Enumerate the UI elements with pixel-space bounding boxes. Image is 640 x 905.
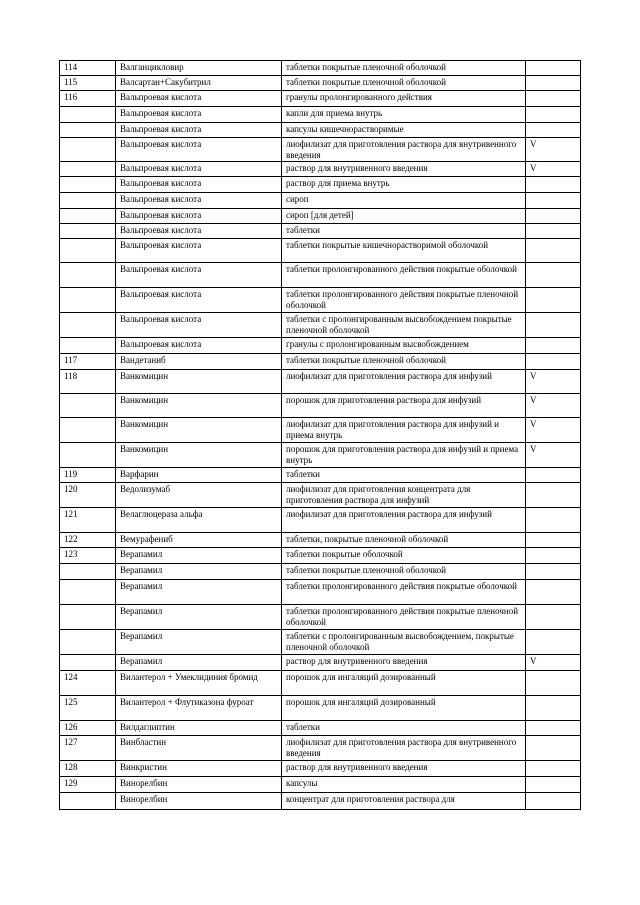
dosage-form-cell: сироп [для детей] — [282, 209, 526, 224]
row-number-cell — [60, 443, 116, 468]
drug-name-cell: Вилантерол + Умеклидиния бромид — [116, 671, 282, 696]
drug-name-cell: Вальпроевая кислота — [116, 162, 282, 177]
vital-mark-cell — [526, 209, 581, 224]
vital-mark-cell — [526, 580, 581, 605]
table-row — [60, 468, 581, 483]
dosage-form-cell: таблетки, покрытые пленочной оболочкой — [282, 533, 526, 548]
row-number-cell — [60, 193, 116, 209]
vital-mark-cell — [526, 630, 581, 655]
table-row — [60, 777, 581, 793]
vital-mark-cell — [526, 605, 581, 630]
row-number-cell: 122 — [60, 533, 116, 548]
dosage-form-cell: таблетки с пролонгированным высвобождением, покрытые пленочной оболочкой — [282, 630, 526, 655]
table-row — [60, 354, 581, 370]
dosage-form-cell: лиофилизат для приготовления раствора для инфузий — [282, 508, 526, 533]
row-number-cell: 114 — [60, 61, 116, 76]
dosage-form-cell: таблетки пролонгированного действия покрытые пленочной оболочкой — [282, 605, 526, 630]
drug-name-cell: Винкристин — [116, 761, 282, 777]
row-number-cell: 126 — [60, 721, 116, 736]
vital-mark-cell — [526, 239, 581, 263]
vital-mark-cell: V — [526, 418, 581, 443]
table-row — [60, 193, 581, 209]
drug-name-cell: Вальпроевая кислота — [116, 138, 282, 162]
dosage-form-cell: порошок для ингаляций дозированный — [282, 671, 526, 696]
vital-mark-cell — [526, 777, 581, 793]
drug-name-cell: Вальпроевая кислота — [116, 107, 282, 123]
drug-name-cell: Вальпроевая кислота — [116, 313, 282, 338]
vital-mark-cell: V — [526, 370, 581, 394]
dosage-form-cell: таблетки пролонгированного действия покрытые оболочкой — [282, 580, 526, 605]
drug-name-cell: Верапамил — [116, 655, 282, 671]
drug-name-cell: Вальпроевая кислота — [116, 239, 282, 263]
table-row — [60, 721, 581, 736]
table-row — [60, 793, 581, 810]
vital-mark-cell — [526, 721, 581, 736]
table-body — [60, 61, 581, 810]
dosage-form-cell: таблетки покрытые пленочной оболочкой — [282, 354, 526, 370]
row-number-cell — [60, 288, 116, 313]
row-number-cell: 115 — [60, 76, 116, 91]
vital-mark-cell — [526, 107, 581, 123]
drug-name-cell: Вандетаниб — [116, 354, 282, 370]
table-row — [60, 239, 581, 263]
row-number-cell — [60, 564, 116, 580]
drug-name-cell: Вальпроевая кислота — [116, 193, 282, 209]
dosage-form-cell: раствор для внутривенного введения — [282, 162, 526, 177]
table-row — [60, 394, 581, 418]
drug-name-cell: Валсартан+Сакубитрил — [116, 76, 282, 91]
table-row — [60, 288, 581, 313]
row-number-cell — [60, 605, 116, 630]
row-number-cell: 128 — [60, 761, 116, 777]
dosage-form-cell: раствор для внутривенного введения — [282, 655, 526, 671]
row-number-cell: 117 — [60, 354, 116, 370]
drug-name-cell: Ведолизумаб — [116, 483, 282, 508]
vital-mark-cell — [526, 564, 581, 580]
row-number-cell — [60, 580, 116, 605]
row-number-cell — [60, 138, 116, 162]
dosage-form-cell: таблетки — [282, 721, 526, 736]
table-row — [60, 177, 581, 193]
table-row — [60, 564, 581, 580]
vital-mark-cell — [526, 508, 581, 533]
row-number-cell — [60, 338, 116, 354]
row-number-cell — [60, 655, 116, 671]
vital-mark-cell — [526, 91, 581, 107]
dosage-form-cell: гранулы пролонгированного действия — [282, 91, 526, 107]
table-row — [60, 209, 581, 224]
row-number-cell: 129 — [60, 777, 116, 793]
row-number-cell — [60, 313, 116, 338]
vital-mark-cell — [526, 468, 581, 483]
table-row — [60, 736, 581, 761]
vital-mark-cell — [526, 483, 581, 508]
vital-mark-cell — [526, 761, 581, 777]
drug-name-cell: Ванкомицин — [116, 418, 282, 443]
row-number-cell: 116 — [60, 91, 116, 107]
vital-mark-cell — [526, 671, 581, 696]
drug-name-cell: Валганцикловир — [116, 61, 282, 76]
row-number-cell: 120 — [60, 483, 116, 508]
vital-mark-cell — [526, 177, 581, 193]
drug-name-cell: Велаглюцераза альфа — [116, 508, 282, 533]
dosage-form-cell: лиофилизат для приготовления раствора для инфузий — [282, 370, 526, 394]
drug-name-cell: Вемурафениб — [116, 533, 282, 548]
row-number-cell: 121 — [60, 508, 116, 533]
dosage-form-cell: капсулы — [282, 777, 526, 793]
vital-mark-cell — [526, 696, 581, 721]
table-row — [60, 123, 581, 138]
vital-mark-cell — [526, 736, 581, 761]
row-number-cell: 118 — [60, 370, 116, 394]
table-row — [60, 483, 581, 508]
vital-mark-cell: V — [526, 655, 581, 671]
dosage-form-cell: таблетки покрытые пленочной оболочкой — [282, 564, 526, 580]
vital-mark-cell — [526, 76, 581, 91]
row-number-cell — [60, 793, 116, 810]
dosage-form-cell: лиофилизат для приготовления раствора для инфузий и приема внутрь — [282, 418, 526, 443]
row-number-cell: 119 — [60, 468, 116, 483]
dosage-form-cell: таблетки пролонгированного действия покрытые оболочкой — [282, 263, 526, 288]
vital-mark-cell: V — [526, 394, 581, 418]
vital-mark-cell: V — [526, 138, 581, 162]
dosage-form-cell: таблетки покрытые пленочной оболочкой — [282, 76, 526, 91]
row-number-cell — [60, 394, 116, 418]
table-row — [60, 696, 581, 721]
table-row — [60, 671, 581, 696]
table-row — [60, 61, 581, 76]
dosage-form-cell: лиофилизат для приготовления раствора для внутривенного введения — [282, 736, 526, 761]
table-row — [60, 533, 581, 548]
dosage-form-cell: капсулы кишечнорастворимые — [282, 123, 526, 138]
row-number-cell: 127 — [60, 736, 116, 761]
drug-name-cell: Вальпроевая кислота — [116, 123, 282, 138]
vital-mark-cell — [526, 313, 581, 338]
row-number-cell: 123 — [60, 548, 116, 564]
drug-name-cell: Вальпроевая кислота — [116, 224, 282, 239]
table-row — [60, 548, 581, 564]
dosage-form-cell: концентрат для приготовления раствора для — [282, 793, 526, 810]
table-row — [60, 162, 581, 177]
table-row — [60, 138, 581, 162]
drug-name-cell: Винорелбин — [116, 793, 282, 810]
drug-name-cell: Винорелбин — [116, 777, 282, 793]
vital-mark-cell: V — [526, 443, 581, 468]
vital-mark-cell — [526, 793, 581, 810]
table-row — [60, 338, 581, 354]
vital-mark-cell — [526, 338, 581, 354]
table-row — [60, 76, 581, 91]
drug-name-cell: Ванкомицин — [116, 370, 282, 394]
dosage-form-cell: сироп — [282, 193, 526, 209]
row-number-cell: 125 — [60, 696, 116, 721]
vital-mark-cell — [526, 61, 581, 76]
row-number-cell — [60, 630, 116, 655]
drug-name-cell: Вилантерол + Флутиказона фуроат — [116, 696, 282, 721]
table-row — [60, 655, 581, 671]
table-row — [60, 443, 581, 468]
dosage-form-cell: таблетки — [282, 468, 526, 483]
vital-mark-cell — [526, 193, 581, 209]
table-row — [60, 370, 581, 394]
table-row — [60, 605, 581, 630]
vital-mark-cell — [526, 288, 581, 313]
drug-forms-table — [59, 60, 581, 810]
drug-name-cell: Верапамил — [116, 630, 282, 655]
row-number-cell — [60, 263, 116, 288]
table-row — [60, 761, 581, 777]
table-row — [60, 263, 581, 288]
dosage-form-cell: порошок для ингаляций дозированный — [282, 696, 526, 721]
dosage-form-cell: таблетки покрытые кишечнорастворимой оболочкой — [282, 239, 526, 263]
dosage-form-cell: таблетки покрытые оболочкой — [282, 548, 526, 564]
dosage-form-cell: лиофилизат для приготовления раствора для внутривенного введения — [282, 138, 526, 162]
vital-mark-cell — [526, 263, 581, 288]
drug-name-cell: Верапамил — [116, 605, 282, 630]
dosage-form-cell: раствор для приема внутрь — [282, 177, 526, 193]
drug-name-cell: Верапамил — [116, 548, 282, 564]
drug-name-cell: Ванкомицин — [116, 394, 282, 418]
row-number-cell: 124 — [60, 671, 116, 696]
dosage-form-cell: таблетки пролонгированного действия покрытые пленочной оболочкой — [282, 288, 526, 313]
drug-name-cell: Вальпроевая кислота — [116, 338, 282, 354]
dosage-form-cell: капли для приема внутрь — [282, 107, 526, 123]
dosage-form-cell: порошок для приготовления раствора для инфузий и приема внутрь — [282, 443, 526, 468]
drug-name-cell: Ванкомицин — [116, 443, 282, 468]
table-row — [60, 107, 581, 123]
row-number-cell — [60, 123, 116, 138]
vital-mark-cell — [526, 224, 581, 239]
drug-name-cell: Верапамил — [116, 580, 282, 605]
drug-name-cell: Вальпроевая кислота — [116, 177, 282, 193]
table-row — [60, 580, 581, 605]
vital-mark-cell — [526, 123, 581, 138]
row-number-cell — [60, 209, 116, 224]
vital-mark-cell — [526, 354, 581, 370]
vital-mark-cell — [526, 548, 581, 564]
drug-name-cell: Верапамил — [116, 564, 282, 580]
dosage-form-cell: порошок для приготовления раствора для инфузий — [282, 394, 526, 418]
dosage-form-cell: гранулы с пролонгированным высвобождением — [282, 338, 526, 354]
row-number-cell — [60, 239, 116, 263]
drug-name-cell: Вальпроевая кислота — [116, 91, 282, 107]
table-row — [60, 508, 581, 533]
row-number-cell — [60, 418, 116, 443]
row-number-cell — [60, 162, 116, 177]
table-row — [60, 418, 581, 443]
vital-mark-cell: V — [526, 162, 581, 177]
drug-name-cell: Вилдаглиптин — [116, 721, 282, 736]
table-row — [60, 224, 581, 239]
row-number-cell — [60, 177, 116, 193]
dosage-form-cell: лиофилизат для приготовления концентрата для приготовления раствора для инфузий — [282, 483, 526, 508]
dosage-form-cell: раствор для внутривенного введения — [282, 761, 526, 777]
drug-name-cell: Варфарин — [116, 468, 282, 483]
dosage-form-cell: таблетки с пролонгированным высвобождением покрытые пленочной оболочкой — [282, 313, 526, 338]
row-number-cell — [60, 224, 116, 239]
table-row — [60, 313, 581, 338]
drug-name-cell: Вальпроевая кислота — [116, 288, 282, 313]
drug-name-cell: Винбластин — [116, 736, 282, 761]
vital-mark-cell — [526, 533, 581, 548]
table-row — [60, 630, 581, 655]
dosage-form-cell: таблетки — [282, 224, 526, 239]
table-row — [60, 91, 581, 107]
row-number-cell — [60, 107, 116, 123]
drug-name-cell: Вальпроевая кислота — [116, 209, 282, 224]
dosage-form-cell: таблетки покрытые пленочной оболочкой — [282, 61, 526, 76]
drug-name-cell: Вальпроевая кислота — [116, 263, 282, 288]
